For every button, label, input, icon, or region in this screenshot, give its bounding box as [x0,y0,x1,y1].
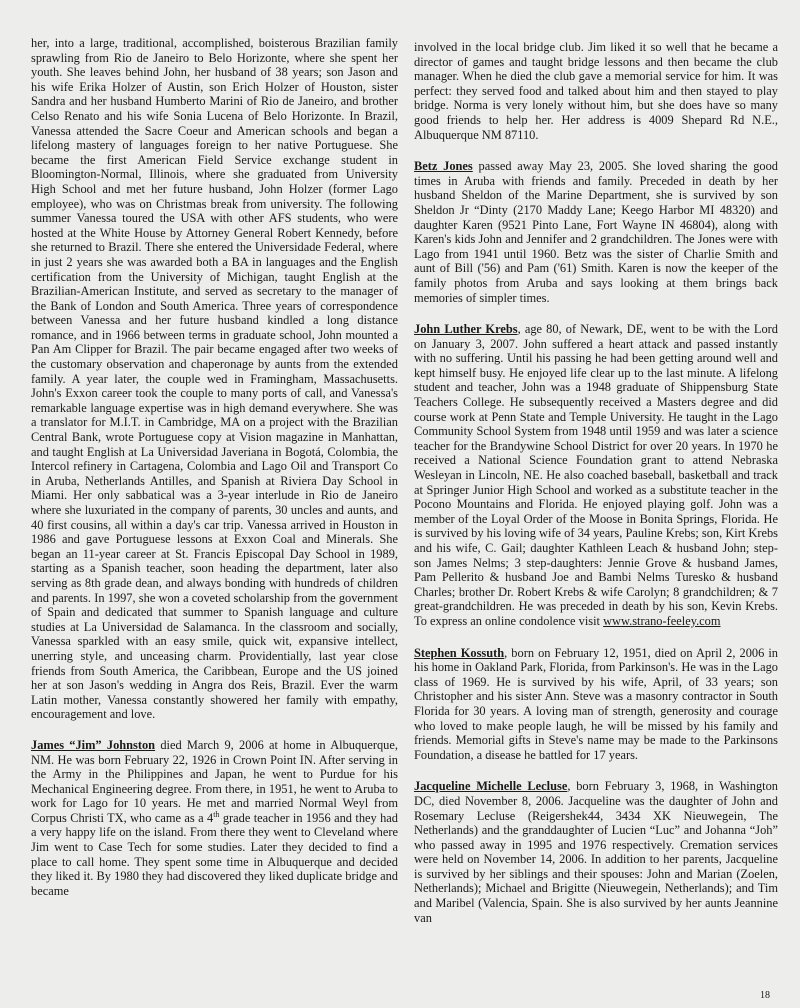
obituary-johnston [31,738,398,899]
obituary-holzer-continued [31,36,398,722]
obituary-name: Betz Jones [414,159,473,174]
obituary-johnston-continued [414,40,778,142]
page-number: 18 [760,990,770,1001]
obituary-text: Jacqueline Michelle Lecluse, born February 3, 1968, in Washington DC, died November 8, 2006. Jacqueline was the daughter of John and Rosemary Lecluse (Reigershek44, 3434 XK Nieuwegein, The Netherlands) and the granddaughter of Lucien “Luc” and Johanna “Joh” who passed away in 1995 and 1976 respectively. Cremation services were held on November 14, 2006. In addition to her parents, Jacqueline is survived by her siblings and their spouses: John and Marian (Zoelen, Netherlands); Michael and Brigitte (Nieuwegein, Netherlands); and Tim and Maribel (Valencia, Spain. She is also survived by her aunts Jeannine van [414,779,778,925]
left-column [31,36,398,914]
condolence-link[interactable]: www.strano-feeley.com [603,613,721,628]
obituary-name: James “Jim” Johnston [31,737,156,752]
obituary-lecluse [414,779,778,925]
obituary-text: her, into a large, traditional, accomplished, boisterous Brazilian family sprawling from Rio de Janeiro to Belo Horizonte, where she spent her youth. She leaves behind John, her husband of 38 years; son Jason and his wife Erika Holzer of Austin, son Erich Holzer of Houston, sister Sandra and her husband Humberto Marini of Rio de Janeiro, and brother Celso Renato and his wife Sonia Lucena of Belo Horizonte. In Brazil, Vanessa attended the Sacre Coeur and American schools and began a lifelong mastery of languages foreign to her native Portuguese. She became the first American Field Service exchange student in Bloomington-Normal, Illinois, where she graduated from University High School and met her future husband, John Holzer (former Lago employee), who was on Christmas break from university. The following summer Vanessa toured the USA with other AFS students, who were hosted at the White House by Attorney General Robert Kennedy, before she returned to Brazil. There she entered the Universidade Federal, where in just 2 years she was awarded both a BA in languages and the English certification from the University of Michigan, taught English at the Brazilian-American Institute, and served as secretary to the manager of the Bank of London and South America. Three years of correspondence between Vanessa and her future husband kindled a long distance romance, and in 1966 between terms in graduate school, John mounted a Pan Am Clipper for Brazil. The pair became engaged after two weeks of the customary observation and chaperonage by aunts from the extended family. A year later, the couple wed in Framingham, Massachusetts. John's Exxon career took the couple to many ports of call, and Vanessa's remarkable language expertise was in high demand everywhere. She was a translator for M.I.T. in Cambridge, MA on a project with the Brazilian Central Bank, wrote Portuguese copy at Vision magazine in Manhattan, and taught English at La Universidad Javeriana in Bogotá, Colombia, the Intercol refinery in Cartagena, Colombia and Lago Oil and Transport Co in Aruba, Netherlands Antilles, and Spanish at Riviera Day School in Miami. Her only sabbatical was a 3-year interlude in Rio de Janeiro where she luxuriated in the company of parents, 30 uncles and aunts, and 40 first cousins, all within a day's car trip. Vanessa arrived in Houston in 1986 and gave Portuguese lessons at Exxon Coal and Minerals. She began an 11-year career at St. Francis Episcopal Day School in 1989, starting as a Spanish teacher, soon heading the department, later also serving as 8th grade dean, and always bonding with hundreds of children and parents. In 1997, she won a coveted scholarship from the government of Spain and dedicated that summer to Spanish language and culture studies at La Universidad de Salamanca. In the classroom and socially, Vanessa sparkled with an easy smile, quick wit, expansive intellect, unerring style, and unceasing charm. Providentially, last year close friends from South America, the Caribbean, Europe and the US joined her at son Jason's wedding in Angra dos Reis, Brazil. Ever the warm Latin mother, Vanessa constantly showered her family with empathy, encouragement and love. [31,36,398,722]
obituary-text: John Luther Krebs, age 80, of Newark, DE, went to be with the Lord on January 3, 2007. John suffered a heart attack and passed instantly with no suffering. Until his passing he had been getting around well and kept himself busy. He enjoyed life clear up to the last minute. A lifelong student and teacher, John was a 1948 graduate of Shippensburg State Teachers College. He subsequently received a Masters degree and did course work at Penn State and Temple University. He taught in the Lago Community School System from 1948 until 1959 and was later a science teacher for the Brandywine School District for over 20 years. In 1970 he received a National Science Foundation grant to attend Nebraska Wesleyan in Lincoln, NE. He also coached baseball, basketball and track at Springer Junior High School and worked as a substitute teacher in the Pocono Mountains and Florida. He enjoyed playing golf. John was a member of the Loyal Order of the Moose in Bonita Springs, Florida. He is survived by his loving wife of 34 years, Pauline Krebs; son, Kirt Krebs and his wife, C. Gail; daughter Kathleen Leach & husband John; step-son James Nelms; 3 step-daughters: Jennie Grove & husband James, Pam Pellerito & husband Joe and Bambi Nelms Turesko & husband Charles; brother Dr. Robert Krebs & wife Carolyn; 8 grandchildren; & 7 great-grandchildren. He was preceded in death by his son, Kevin Krebs. To express an online condolence visit www.strano-feeley.com [414,322,778,628]
obituary-name: Stephen Kossuth [414,645,505,660]
obituary-krebs [414,322,778,628]
obituary-text: involved in the local bridge club. Jim liked it so well that he became a director of games and taught bridge lessons and then became the club manager. When he died the club gave a memorial service for him. It was perfect: they served food and talked about him and then stayed to play bridge. Norma is very lonely without him, but she does have so many good friends to help her. Her address is 4009 Shepard Rd N.E., Albuquerque NM 87110. [414,40,778,142]
obituary-text: Stephen Kossuth, born on February 12, 1951, died on April 2, 2006 in his home in Oakland Park, Florida, from Parkinson's. He was in the Lago class of 1969. He is survived by his wife, April, of 33 years; son Christopher and his sister Ann. Steve was a masonry contractor in South Florida for 30 years. A loving man of strength, generosity and courage who loved to make people laugh, he will be missed by his family and friends. Memorial gifts in Steve's name may be made to the Parkinsons Foundation, a disease he battled for 17 years. [414,645,778,762]
obituary-text: James “Jim” Johnston died March 9, 2006 at home in Albuquerque, NM. He was born February 22, 1926 in Crown Point IN. After serving in the Army in the Philippines and Japan, he went to Purdue for his Mechanical Engineering degree. From there, in 1951, he went to Aruba to work for Lago for 10 years. He met and married Normal Weyl from Corpus Christi TX, who came as a 4th grade teacher in 1956 and they had a very happy life on the island. From there they went to Cleveland where Jim went to Case Tech for some studies. Later they decided to find a place to call home. They spent some time in Albuquerque and decided they liked it. By 1980 they had discovered they liked duplicate bridge and became [31,737,398,898]
obituary-jones [414,159,778,305]
obituary-name: John Luther Krebs [414,322,518,337]
obituary-name: Jacqueline Michelle Lecluse [414,779,568,794]
obituary-kossuth [414,646,778,763]
right-column [414,40,778,942]
obituary-text: Betz Jones passed away May 23, 2005. She loved sharing the good times in Aruba with friends and family. Preceded in death by her husband Sheldon of the Marine Department, she is survived by son Sheldon Jr “Dinty (2170 Maddy Lane; Keego Harbor MI 48320) and daughter Karen (9521 Pinto Lane, Fort Wayne IN 46804), along with Karen's kids John and Jennifer and 2 grandchildren. The Jones were with Lago from 1941 until 1960. Betz was the sister of Charlie Smith and aunt of Bill ('56) and Pam ('61) Smith. Karen is now the keeper of the family photos from Aruba and says looking at them brings back memories of simpler times. [414,159,778,305]
